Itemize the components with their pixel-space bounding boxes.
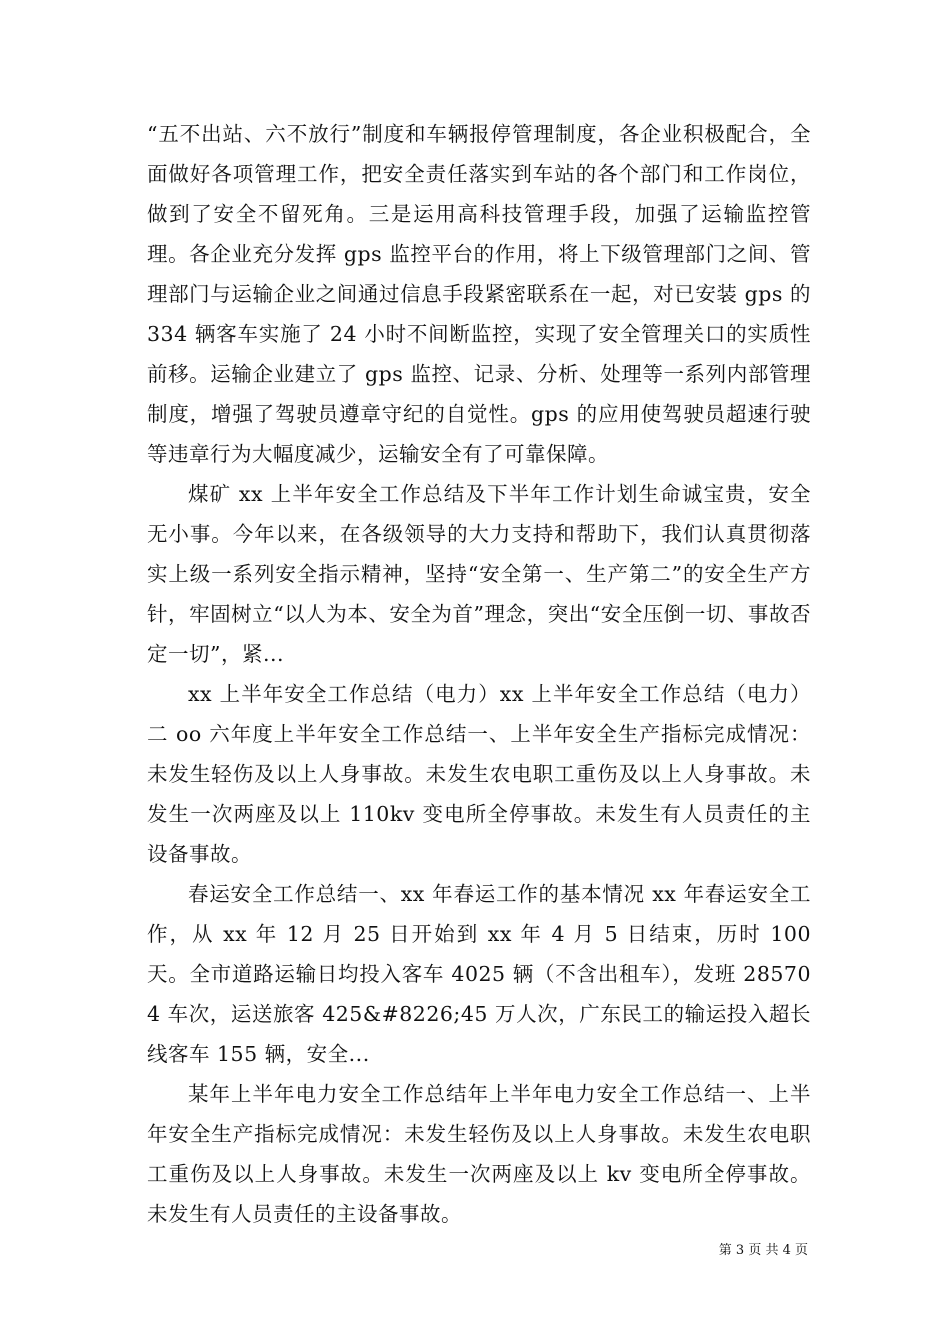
paragraph-power-safety-summary: 某年上半年电力安全工作总结年上半年电力安全工作总结一、上半年安全生产指标完成情况：未发生轻伤及以上人身事故。未发生农电职工重伤及以上人身事故。未发生一次两座及以上 kv 变电所全停事故。未发生有人员责任的主设备事故。	[147, 1082, 811, 1226]
paragraph-spring-transport-summary: 春运安全工作总结一、xx 年春运工作的基本情况 xx 年春运安全工作，从 xx 年 12 月 25 日开始到 xx 年 4 月 5 日结束，历时 100 天。全市道路运输日均投入客车 4025 辆（不含出租车），发班 285704 车次，运送旅客 425&#8226;45 万人次，广东民工的输运投入超长线客车 155 辆，安全...	[147, 882, 811, 1066]
document-body	[147, 114, 811, 1234]
paragraph-coal-mine-summary: 煤矿 xx 上半年安全工作总结及下半年工作计划生命诚宝贵，安全无小事。今年以来，在各级领导的大力支持和帮助下，我们认真贯彻落实上级一系列安全指示精神，坚持“安全第一、生产第二”的安全生产方针，牢固树立“以人为本、安全为首”理念，突出“安全压倒一切、事故否定一切”，紧...	[147, 482, 811, 666]
page-number: 第 3 页 共 4 页	[718, 1243, 808, 1258]
paragraph-power-summary: xx 上半年安全工作总结（电力）xx 上半年安全工作总结（电力）二 oo 六年度上半年安全工作总结一、上半年安全生产指标完成情况：未发生轻伤及以上人身事故。未发生农电职工重伤及以上人身事故。未发生一次两座及以上 110kv 变电所全停事故。未发生有人员责任的主设备事故。	[147, 682, 811, 866]
paragraph-continued: “五不出站、六不放行”制度和车辆报停管理制度，各企业积极配合，全面做好各项管理工作，把安全责任落实到车站的各个部门和工作岗位，做到了安全不留死角。三是运用高科技管理手段，加强了运输监控管理。各企业充分发挥 gps 监控平台的作用，将上下级管理部门之间、管理部门与运输企业之间通过信息手段紧密联系在一起，对已安装 gps 的 334 辆客车实施了 24 小时不间断监控，实现了安全管理关口的实质性前移。运输企业建立了 gps 监控、记录、分析、处理等一系列内部管理制度，增强了驾驶员遵章守纪的自觉性。gps 的应用使驾驶员超速行驶等违章行为大幅度减少，运输安全有了可靠保障。	[147, 122, 811, 466]
